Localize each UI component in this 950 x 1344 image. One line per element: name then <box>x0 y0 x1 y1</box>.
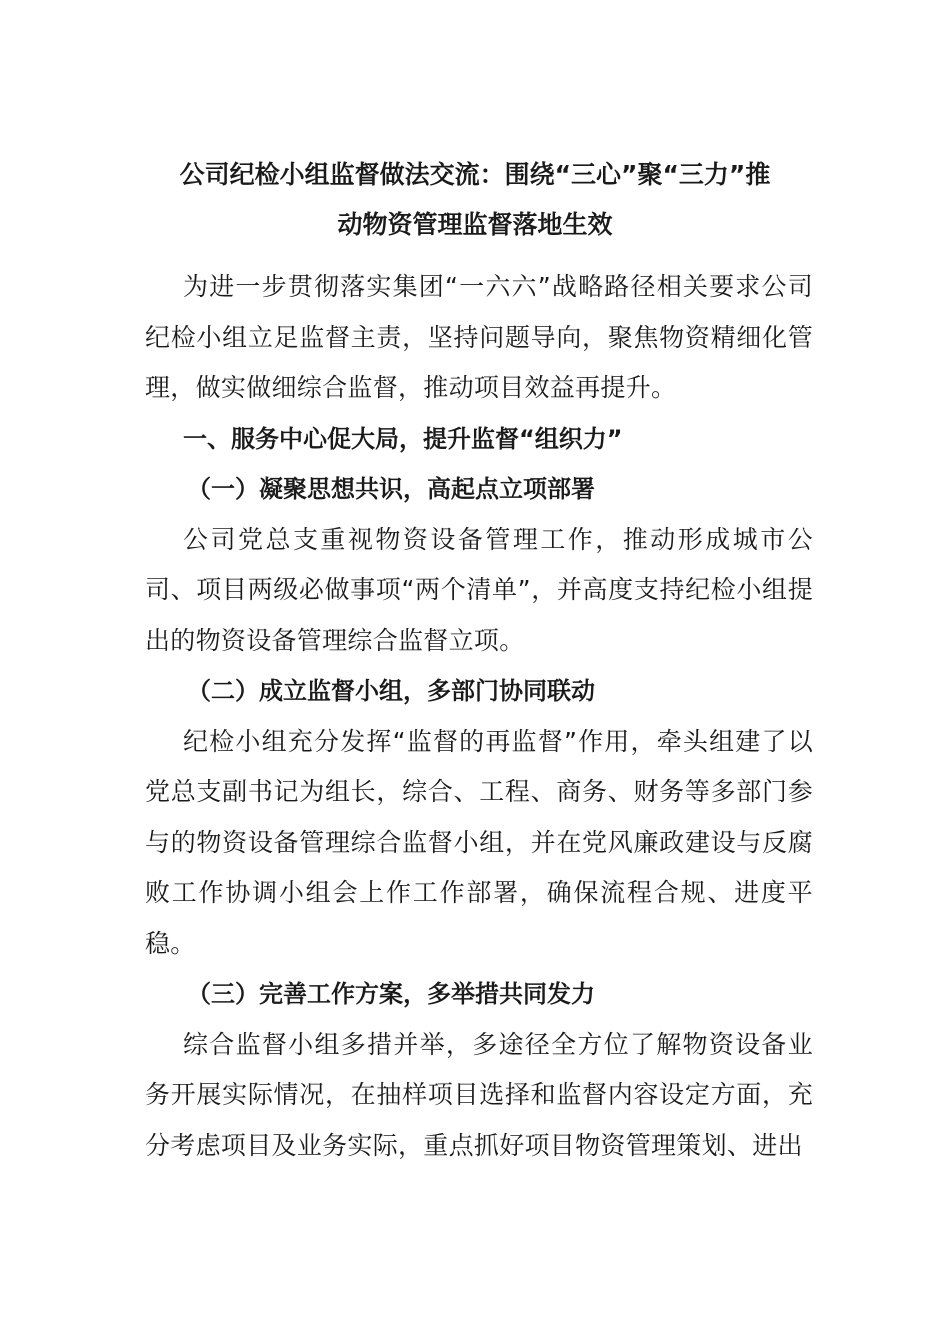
subsection-3-heading: （三）完善工作方案，多举措共同发力 <box>187 980 595 1008</box>
title-line-2: 动物资管理监督落地生效 <box>337 210 613 239</box>
subsection-3-paragraph: 综合监督小组多措并举，多途径全方位了解物资设备业务开展实际情况，在抽样项目选择和监督内容设定方面，充分考虑项目及业务实际，重点抓好项目物资管理策划、进出 <box>145 1029 813 1160</box>
document-body <box>145 262 813 1171</box>
title-line-1: 公司纪检小组监督做法交流：围绕“三心”聚“三力”推 <box>179 160 771 189</box>
subsection-1-heading: （一）凝聚思想共识，高起点立项部署 <box>187 475 595 503</box>
subsection-2-paragraph: 纪检小组充分发挥“监督的再监督”作用，牵头组建了以党总支副书记为组长，综合、工程、商务、财务等多部门参与的物资设备管理综合监督小组，并在党风廉政建设与反腐败工作协调小组会上作工作部署，确保流程合规、进度平稳。 <box>145 726 813 958</box>
document-title <box>145 150 805 250</box>
subsection-1-paragraph: 公司党总支重视物资设备管理工作，推动形成城市公司、项目两级必做事项“两个清单”，并高度支持纪检小组提出的物资设备管理综合监督立项。 <box>145 524 813 655</box>
section-1-heading: 一、服务中心促大局，提升监督“组织力” <box>183 424 623 453</box>
subsection-2-heading: （二）成立监督小组，多部门协同联动 <box>187 677 595 705</box>
intro-paragraph: 为进一步贯彻落实集团“一六六”战略路径相关要求公司纪检小组立足监督主责，坚持问题导向，聚焦物资精细化管理，做实做细综合监督，推动项目效益再提升。 <box>145 272 813 402</box>
